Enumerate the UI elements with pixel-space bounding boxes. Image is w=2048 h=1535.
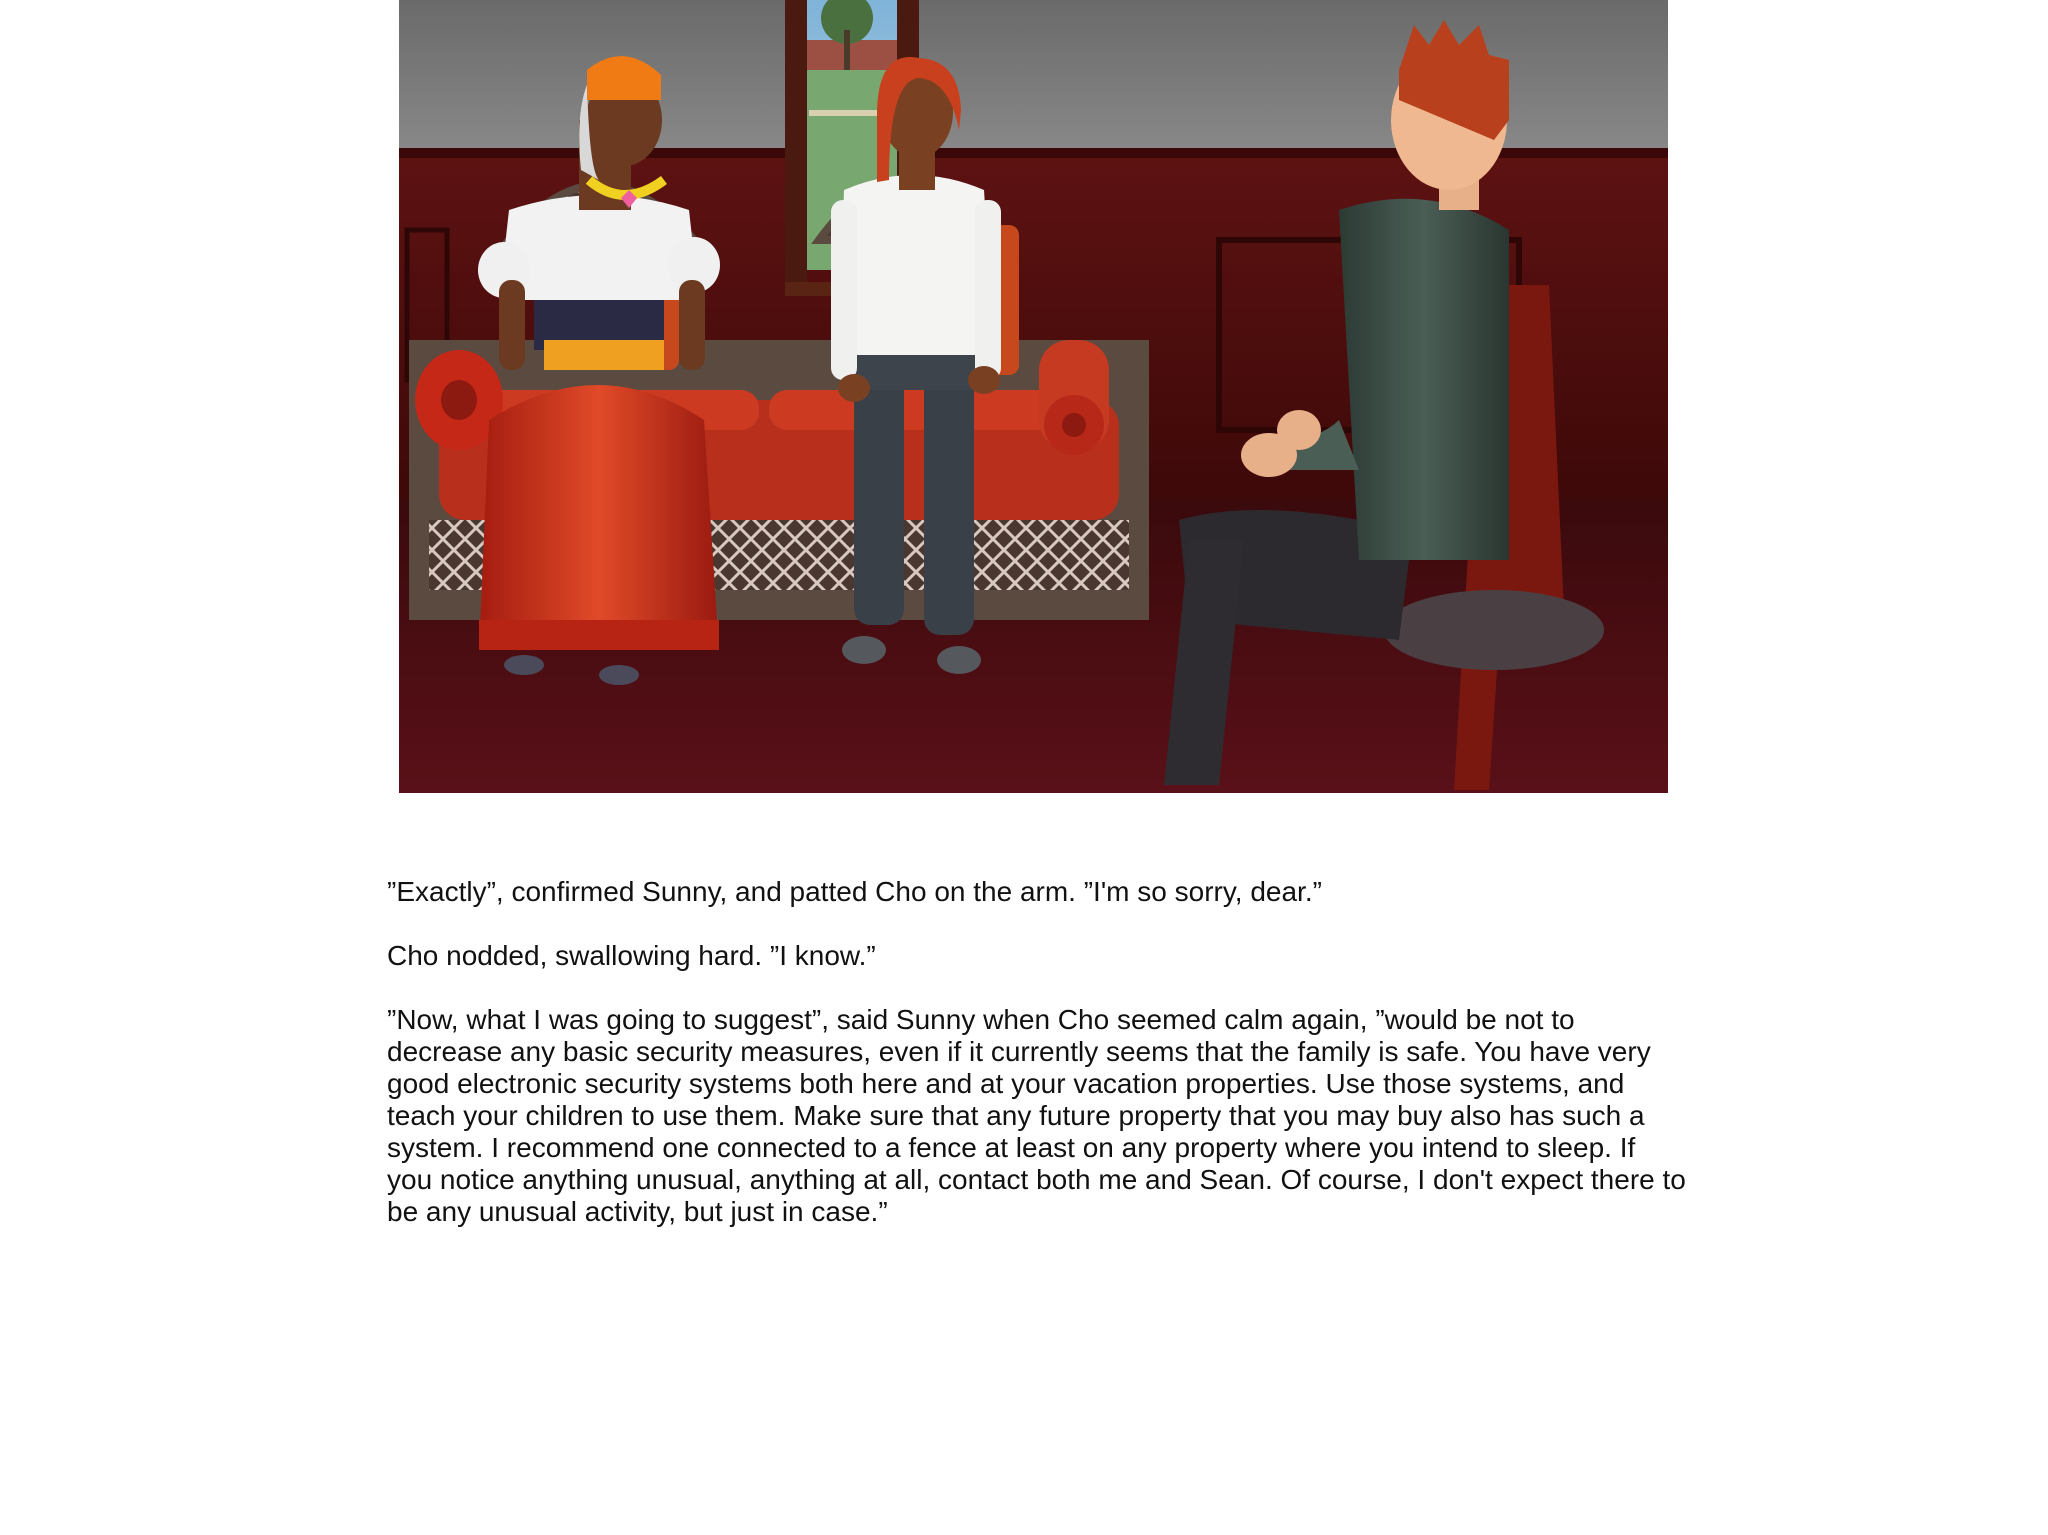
paragraph-3: ”Now, what I was going to suggest”, said Sunny when Cho seemed calm again, ”would be not to decrease any basic security measures, even if it currently seems that the family is safe. You have very good electronic security systems both here and at your vacation properties. Use those systems, and teach your children to use them. Make sure that any future property that you may buy also has such a system. I recommend one connected to a fence at least on any property where you intend to sleep. If you notice anything unusual, anything at all, contact both me and Sean. Of course, I don't expect there to be any unusual activity, but just in case.” (387, 1004, 1686, 1227)
story-illustration (399, 0, 1668, 793)
paragraph-2: Cho nodded, swallowing hard. ”I know.” (387, 940, 876, 971)
paragraph-1: ”Exactly”, confirmed Sunny, and patted Cho on the arm. ”I'm so sorry, dear.” (387, 876, 1322, 907)
story-text (387, 876, 1687, 1260)
